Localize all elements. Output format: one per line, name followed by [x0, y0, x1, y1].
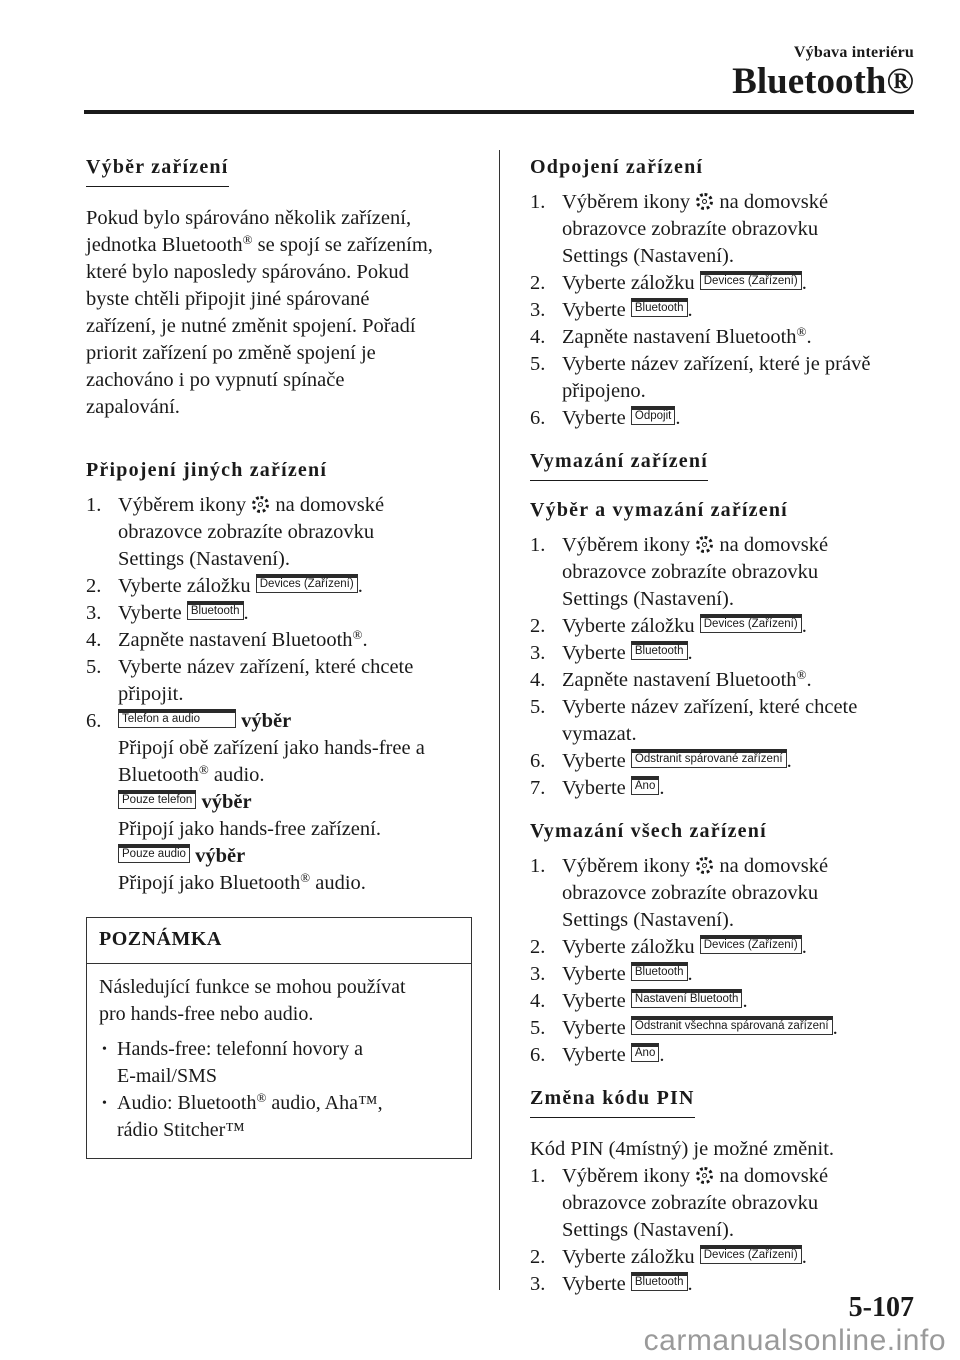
pouze-telefon-button[interactable]: Pouze telefon	[118, 790, 196, 809]
odstranit-sparovane-button[interactable]: Odstranit spárované zařízení	[631, 749, 787, 768]
header-rule	[84, 110, 914, 114]
list-item: 3. Vyberte Bluetooth .	[530, 642, 693, 664]
header-title: Bluetooth®	[732, 61, 914, 102]
column-divider	[499, 150, 500, 1290]
note-body: Následující funkce se mohou používat pro hands-free nebo audio. • Hands-free: telefonní hovory a E-mail/SMS • Audio: Bluetooth® audio, Aha™, rádio Stitcher™	[87, 964, 471, 1158]
right-column	[530, 156, 910, 1298]
list-item: 3. Vyberte Bluetooth .	[530, 1273, 693, 1295]
list-item: 1. Výběrem ikony na domovské obrazovce zobrazíte obrazovku Settings (Nastavení).	[530, 1165, 829, 1241]
list-item: 5. Vyberte název zařízení, které je právě připojeno.	[530, 353, 871, 402]
settings-gear-icon	[696, 536, 713, 553]
devices-button[interactable]: Devices (Zařízení)	[700, 614, 802, 633]
watermark: carmanualsonline.info	[643, 1324, 946, 1357]
settings-gear-icon	[696, 193, 713, 210]
odstranit-vsechna-button[interactable]: Odstranit všechna spárovaná zařízení	[631, 1016, 833, 1035]
list-item: 6. Vyberte Odstranit spárované zařízení .	[530, 750, 792, 772]
pouze-audio-button[interactable]: Pouze audio	[118, 844, 190, 863]
header-section: Výbava interiéru	[793, 44, 914, 61]
heading-odpojeni: Odpojení zařízení	[530, 156, 704, 178]
list-item: 2. Vyberte záložku Devices (Zařízení) .	[530, 615, 807, 637]
list-item: 3. Vyberte Bluetooth .	[530, 963, 693, 985]
list-item: 3. Vyberte Bluetooth .	[86, 602, 249, 624]
pin-intro: Kód PIN (4místný) je možné změnit.	[530, 1138, 835, 1160]
nastaveni-bluetooth-button[interactable]: Nastavení Bluetooth	[631, 989, 743, 1008]
intro-paragraph: Pokud bylo spárováno několik zařízení, jednotka Bluetooth® se spojí se zařízením, které bylo naposledy spárováno. Pokud byste chtěli připojit jiné spárované zařízení, je nutné změnit spojení. Pořadí priorit zařízení po změně spojení je zachováno i po vypnutí spínače zapalování.	[86, 207, 433, 418]
list-item: 7. Vyberte Ano .	[530, 777, 665, 799]
list-item: 6. Vyberte Odpojit .	[530, 407, 681, 429]
list-item: 1. Výběrem ikony na domovské obrazovce zobrazíte obrazovku Settings (Nastavení).	[530, 191, 829, 267]
devices-button[interactable]: Devices (Zařízení)	[256, 574, 358, 593]
bluetooth-button[interactable]: Bluetooth	[631, 962, 688, 981]
list-item: 5. Vyberte název zařízení, které chcete připojit.	[86, 656, 414, 705]
list-item: 1. Výběrem ikony na domovské obrazovce zobrazíte obrazovku Settings (Nastavení).	[530, 855, 829, 931]
bluetooth-button[interactable]: Bluetooth	[631, 641, 688, 660]
settings-gear-icon	[252, 496, 269, 513]
list-item: 6. Vyberte Ano .	[530, 1044, 665, 1066]
list-item: 2. Vyberte záložku Devices (Zařízení) .	[530, 936, 807, 958]
note-box	[86, 917, 472, 1159]
bluetooth-button[interactable]: Bluetooth	[187, 601, 244, 620]
list-item: 5. Vyberte Odstranit všechna spárovaná zařízení .	[530, 1017, 838, 1039]
list-item: 6. Telefon a audio výběr Připojí obě zařízení jako hands-free a Bluetooth® audio.	[86, 710, 425, 786]
list-item: 1. Výběrem ikony na domovské obrazovce zobrazíte obrazovku Settings (Nastavení).	[530, 534, 829, 610]
heading-pripojeni: Připojení jiných zařízení	[86, 459, 328, 481]
list-item: 2. Vyberte záložku Devices (Zařízení) .	[530, 272, 807, 294]
settings-gear-icon	[696, 857, 713, 874]
ano-button[interactable]: Ano	[631, 776, 659, 795]
note-bullet: • Audio: Bluetooth® audio, Aha™, rádio Stitcher™	[99, 1090, 459, 1144]
heading-vyber-vymazani: Výběr a vymazání zařízení	[530, 499, 788, 521]
list-item: 4. Zapněte nastavení Bluetooth®.	[530, 667, 812, 691]
list-item: 3. Vyberte Bluetooth .	[530, 299, 693, 321]
devices-button[interactable]: Devices (Zařízení)	[700, 1245, 802, 1264]
odpojit-button[interactable]: Odpojit	[631, 406, 675, 425]
list-item: 1. Výběrem ikony na domovské obrazovce zobrazíte obrazovku Settings (Nastavení).	[86, 494, 385, 570]
option-pouze-telefon: Pouze telefon výběr Připojí jako hands-free zařízení.	[118, 791, 381, 840]
heading-zmena-pin: Změna kódu PIN	[530, 1087, 695, 1118]
option-pouze-audio: Pouze audio výběr Připojí jako Bluetooth® audio.	[118, 845, 366, 894]
bluetooth-button[interactable]: Bluetooth	[631, 298, 688, 317]
list-item: 4. Zapněte nastavení Bluetooth®.	[86, 627, 368, 651]
settings-gear-icon	[696, 1167, 713, 1184]
note-title: POZNÁMKA	[87, 918, 471, 964]
heading-vymazani-vsech: Vymazání všech zařízení	[530, 820, 767, 842]
telefon-audio-button[interactable]: Telefon a audio	[118, 709, 236, 728]
list-item: 4. Vyberte Nastavení Bluetooth .	[530, 990, 748, 1012]
list-item: 2. Vyberte záložku Devices (Zařízení) .	[86, 575, 363, 597]
ano-button[interactable]: Ano	[631, 1043, 659, 1062]
heading-vyber-zarizeni: Výběr zařízení	[86, 156, 229, 187]
left-column	[86, 156, 476, 1159]
note-bullet: • Hands-free: telefonní hovory a E-mail/SMS	[99, 1036, 459, 1090]
page-number: 5-107	[848, 1292, 914, 1323]
list-item: 5. Vyberte název zařízení, které chcete vymazat.	[530, 696, 858, 745]
list-item: 2. Vyberte záložku Devices (Zařízení) .	[530, 1246, 807, 1268]
heading-vymazani: Vymazání zařízení	[530, 450, 708, 481]
devices-button[interactable]: Devices (Zařízení)	[700, 935, 802, 954]
list-item: 4. Zapněte nastavení Bluetooth®.	[530, 324, 812, 348]
bluetooth-button[interactable]: Bluetooth	[631, 1272, 688, 1291]
devices-button[interactable]: Devices (Zařízení)	[700, 271, 802, 290]
